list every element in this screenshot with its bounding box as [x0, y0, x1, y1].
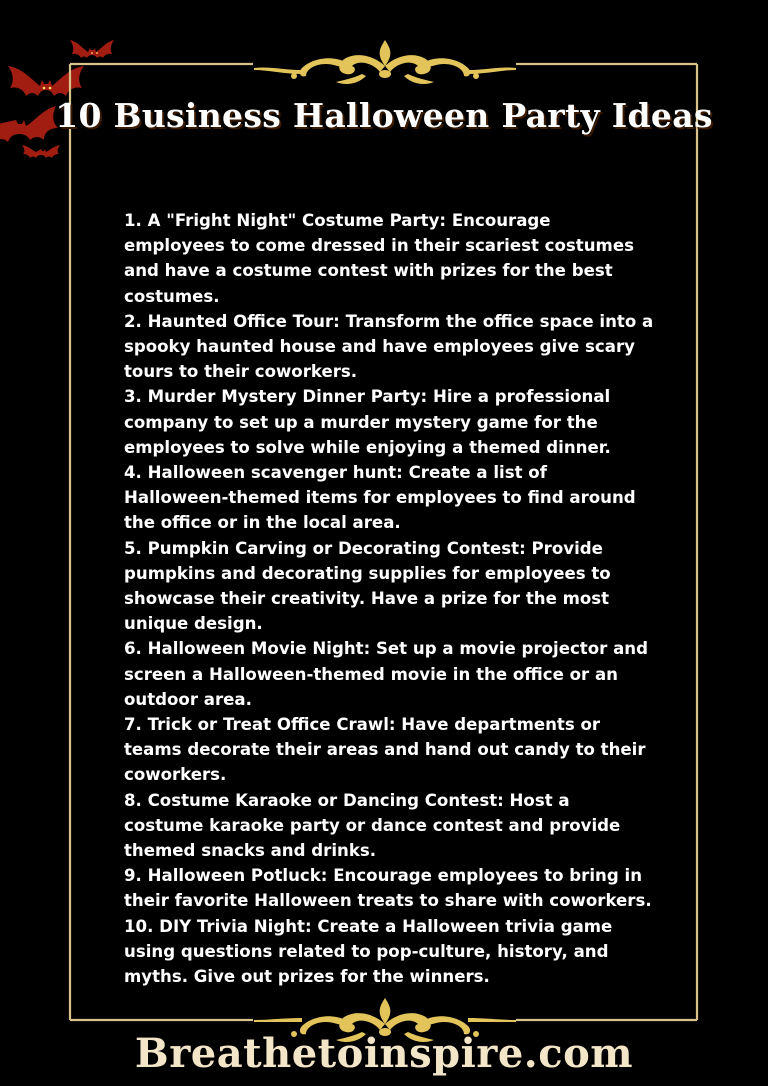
page-title: 10 Business Halloween Party Ideas: [55, 96, 713, 135]
list-item: 4. Halloween scavenger hunt: Create a list of Halloween-themed items for employees to find around the office or in the local area.: [124, 463, 636, 533]
list-item: 3. Murder Mystery Dinner Party: Hire a professional company to set up a murder mystery game for the employees to solve while enjoying a themed dinner.: [124, 387, 611, 457]
list-item: 7. Trick or Treat Office Crawl: Have departments or teams decorate their areas and hand out candy to their coworkers.: [124, 715, 646, 785]
list-item: 1. A "Fright Night" Costume Party: Encourage employees to come dressed in their scariest costumes and have a costume contest with prizes for the best costumes.: [124, 211, 634, 306]
list-item: 5. Pumpkin Carving or Decorating Contest: Provide pumpkins and decorating supplies for employees to showcase their creativity. Have a prize for the most unique design.: [124, 538, 611, 634]
ideas-list: [124, 208, 654, 989]
list-item: 10. DIY Trivia Night: Create a Halloween trivia game using questions related to pop-culture, history, and myths. Give out prizes for the winners.: [124, 916, 613, 987]
list-item: 6. Halloween Movie Night: Set up a movie projector and screen a Halloween-themed movie in the office or an outdoor area.: [124, 639, 648, 709]
list-item: 9. Halloween Potluck: Encourage employees to bring in their favorite Halloween treats to share with coworkers.: [124, 866, 652, 911]
site-url: Breathetoinspire.com: [134, 1030, 634, 1077]
list-item: 2. Haunted Office Tour: Transform the office space into a spooky haunted house and have employees give scary tours to their coworkers.: [124, 311, 654, 382]
filigree-ornament: [254, 36, 516, 92]
list-item: 8. Costume Karaoke or Dancing Contest: Host a costume karaoke party or dance contest and provide themed snacks and drinks.: [124, 790, 621, 861]
